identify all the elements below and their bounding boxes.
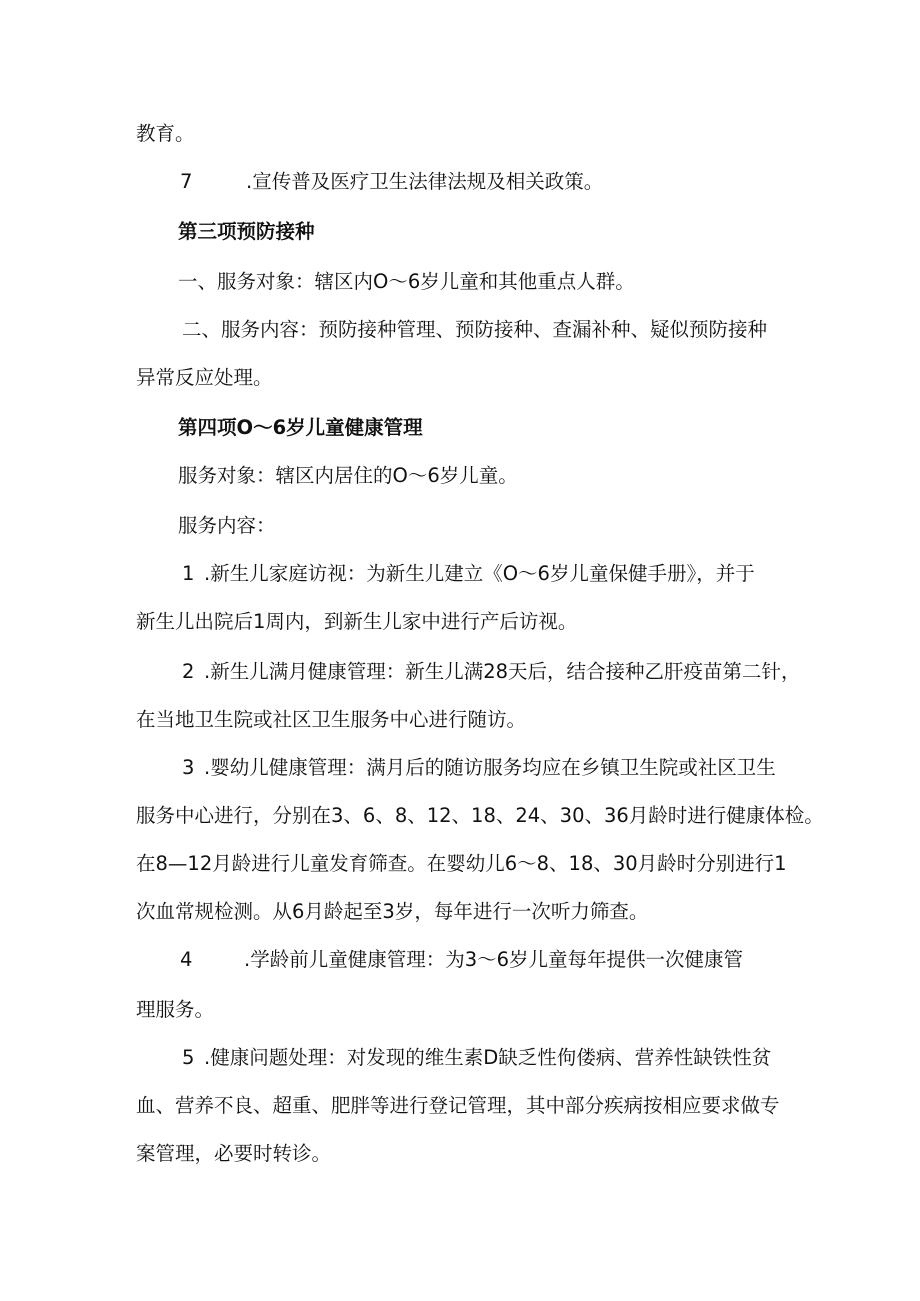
paragraph-line: 新生儿出院后1周内，到新生儿家中进行产后访视。 (136, 610, 578, 633)
section-heading-vaccination: 第三项预防接种 (178, 220, 315, 243)
paragraph-line: 在当地卫生院或社区卫生服务中心进行随访。 (136, 708, 527, 731)
list-item-5 (182, 1044, 772, 1072)
list-number: 7 (180, 170, 193, 193)
list-item-2 (182, 658, 801, 686)
list-number: 1 (182, 562, 195, 585)
list-item-4 (180, 946, 744, 974)
paragraph-line: 次血常规检测。从6月龄起至3岁，每年进行一次听力筛查。 (136, 900, 649, 923)
paragraph-line: 一、服务对象：辖区内O〜6岁儿童和其他重点人群。 (178, 270, 635, 293)
list-item-text: .健康问题处理：对发现的维生素D缺乏性佝偻病、营养性缺铁性贫 (204, 1046, 772, 1069)
list-item-text: .新生儿家庭访视：为新生儿建立《O〜6岁儿童保健手册》，并于 (204, 562, 755, 585)
list-number: 2 (182, 660, 195, 683)
list-number: 3 (182, 756, 195, 779)
paragraph-line: 在8—12月龄进行儿童发育筛查。在婴幼儿6〜8、18、30月龄时分别进行1 (136, 852, 787, 875)
paragraph-line: 二、服务内容：预防接种管理、预防接种、查漏补种、疑似预防接种 (182, 318, 768, 341)
paragraph-line: 服务对象：辖区内居住的O〜6岁儿童。 (178, 464, 518, 487)
paragraph-line: 理服务。 (136, 998, 215, 1021)
paragraph-line: 服务中心进行，分别在3、6、8、12、18、24、30、36月龄时进行健康体检。 (136, 804, 824, 827)
list-item-7 (180, 168, 604, 196)
list-number: 5 (182, 1046, 195, 1069)
paragraph-line: 异常反应处理。 (136, 366, 273, 389)
section-heading-child-health: 第四项O〜6岁儿童健康管理 (178, 416, 423, 439)
paragraph-line: 教育。 (136, 122, 195, 145)
list-number: 4 (180, 948, 193, 971)
paragraph-line: 血、营养不良、超重、肥胖等进行登记管理，其中部分疾病按相应要求做专 (136, 1094, 780, 1117)
list-item-3 (182, 754, 776, 782)
paragraph-line: 服务内容： (178, 514, 276, 537)
paragraph-line: 案管理，必要时转诊。 (136, 1142, 332, 1165)
list-item-text: .新生儿满月健康管理：新生儿满28天后，结合接种乙肝疫苗第二针， (204, 660, 801, 683)
list-item-text: .婴幼儿健康管理：满月后的随访服务均应在乡镇卫生院或社区卫生 (204, 756, 776, 779)
list-item-text: .宣传普及医疗卫生法律法规及相关政策。 (246, 170, 604, 193)
list-item-text: .学龄前儿童健康管理：为3〜6岁儿童每年提供一次健康管 (244, 948, 744, 971)
list-item-1 (182, 560, 755, 588)
